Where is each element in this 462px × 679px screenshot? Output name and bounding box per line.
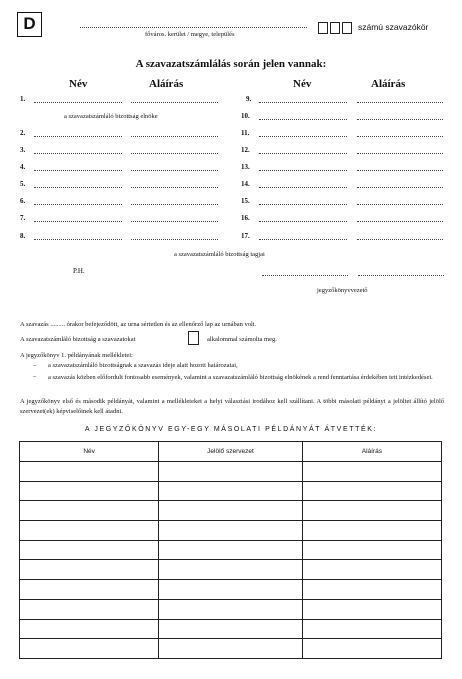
annex-item-2: a szavazás közben előfordult fontosabb események, valamint a szavazatszámláló bizottság elnökének a rend fenntartása érdekében tett intézkedései. (48, 374, 433, 381)
signature-cell[interactable] (302, 560, 441, 580)
right-signature-field[interactable] (357, 204, 443, 205)
left-row-number: 3. (20, 146, 26, 154)
table-row (20, 501, 442, 521)
left-signature-field[interactable] (131, 102, 218, 103)
left-row-number: 7. (20, 214, 26, 222)
name-cell[interactable] (20, 462, 159, 482)
clerk-caption: jegyzőkönyvvezető (317, 287, 368, 294)
location-field[interactable] (80, 27, 307, 28)
copies-table (19, 441, 442, 659)
left-row-number: 5. (20, 180, 26, 188)
right-signature-field[interactable] (357, 239, 443, 240)
signature-cell[interactable] (302, 619, 441, 639)
signature-cell[interactable] (302, 462, 441, 482)
left-name-field[interactable] (34, 221, 122, 222)
right-signature-field[interactable] (357, 221, 443, 222)
name-cell[interactable] (20, 560, 159, 580)
name-cell[interactable] (20, 501, 159, 521)
table-row (20, 481, 442, 501)
counted-text-prefix: A szavazatszámláló bizottság a szavazatokat (20, 336, 136, 343)
right-signature-field[interactable] (357, 119, 443, 120)
right-name-field[interactable] (259, 102, 347, 103)
table-row (20, 639, 442, 659)
right-row-number: 14. (241, 180, 250, 188)
organization-cell[interactable] (159, 639, 302, 659)
district-caption: számú szavazókör (358, 22, 429, 32)
column-header-signature: Aláírás (302, 442, 441, 462)
district-digit-box-2[interactable] (330, 22, 340, 34)
table-row (20, 580, 442, 600)
left-signature-field[interactable] (131, 204, 218, 205)
annex-item-1: a szavazatszámláló bizottságnak a szavazás ideje alatt hozott határozatai, (48, 362, 238, 369)
count-times-box[interactable] (188, 331, 199, 345)
left-signature-field[interactable] (131, 136, 218, 137)
right-row-number: 16. (241, 214, 250, 222)
organization-cell[interactable] (159, 481, 302, 501)
left-name-field[interactable] (34, 102, 122, 103)
name-cell[interactable] (20, 540, 159, 560)
name-cell[interactable] (20, 521, 159, 541)
right-row-number: 15. (241, 197, 250, 205)
district-digit-box-1[interactable] (318, 22, 328, 34)
organization-cell[interactable] (159, 599, 302, 619)
right-signature-field[interactable] (357, 170, 443, 171)
table-row (20, 521, 442, 541)
name-cell[interactable] (20, 639, 159, 659)
signature-cell[interactable] (302, 521, 441, 541)
signature-cell[interactable] (302, 481, 441, 501)
left-signature-field[interactable] (131, 187, 218, 188)
table-row (20, 619, 442, 639)
district-digit-box-3[interactable] (342, 22, 352, 34)
left-signature-field[interactable] (131, 153, 218, 154)
signature-cell[interactable] (302, 580, 441, 600)
left-name-field[interactable] (34, 239, 122, 240)
name-cell[interactable] (20, 580, 159, 600)
right-row-number: 12. (241, 146, 250, 154)
signature-cell[interactable] (302, 599, 441, 619)
right-name-field[interactable] (259, 153, 347, 154)
copies-title: A JEGYZŐKÖNYV EGY-EGY MÁSOLATI PÉLDÁNYÁT ÁTVETTÉK: (84, 426, 378, 433)
organization-cell[interactable] (159, 580, 302, 600)
stamp-place: P.H. (73, 267, 85, 275)
chair-caption: a szavazatszámláló bizottság elnöke (64, 113, 158, 120)
organization-cell[interactable] (159, 462, 302, 482)
name-cell[interactable] (20, 619, 159, 639)
left-row-number: 8. (20, 232, 26, 240)
right-name-field[interactable] (259, 136, 347, 137)
annex-title: A jegyzőkönyv 1. példányának mellékletei: (20, 352, 133, 359)
table-row (20, 462, 442, 482)
voting-ended-text: A szavazás ......... órakor befejeződött, az urna sértetlen és az ellenőrző lap az urnában volt. (20, 321, 257, 328)
right-name-field[interactable] (259, 221, 347, 222)
left-signature-header: Aláírás (149, 78, 184, 90)
signature-cell[interactable] (302, 501, 441, 521)
clerk-signature-field[interactable] (358, 275, 444, 276)
signature-cell[interactable] (302, 639, 441, 659)
copies-table-header-row (20, 442, 442, 462)
right-signature-field[interactable] (357, 136, 443, 137)
counted-text-suffix: alkalommal számolta meg. (207, 336, 277, 343)
right-name-field[interactable] (259, 239, 347, 240)
organization-cell[interactable] (159, 619, 302, 639)
transport-text: A jegyzőkönyv első és második példányát, valamint a mellékleteket a helyi választási irodához kell szállítani. A többi másolati példányt a jelöltet állító jelölő szervezet(ek) képviselőinek kell átadni. (20, 398, 444, 415)
right-row-number: 17. (241, 232, 250, 240)
copies-table-body (20, 462, 442, 659)
right-signature-field[interactable] (357, 187, 443, 188)
right-name-field[interactable] (259, 170, 347, 171)
left-name-field[interactable] (34, 170, 122, 171)
left-row-number: 6. (20, 197, 26, 205)
clerk-name-field[interactable] (262, 275, 348, 276)
left-row-number: 4. (20, 163, 26, 171)
organization-cell[interactable] (159, 540, 302, 560)
right-signature-field[interactable] (357, 102, 443, 103)
right-name-field[interactable] (259, 119, 347, 120)
left-name-header: Név (69, 78, 88, 90)
column-header-name: Név (20, 442, 159, 462)
form-letter: D (23, 14, 36, 33)
left-name-field[interactable] (34, 136, 122, 137)
annex-dash: – (33, 362, 37, 369)
table-row (20, 560, 442, 580)
table-row (20, 540, 442, 560)
left-name-field[interactable] (34, 204, 122, 205)
left-row-number: 2. (20, 129, 26, 137)
name-cell[interactable] (20, 481, 159, 501)
name-cell[interactable] (20, 599, 159, 619)
signature-cell[interactable] (302, 540, 441, 560)
column-header-organization: Jelölő szervezet (159, 442, 302, 462)
page-title: A szavazatszámlálás során jelen vannak: (135, 58, 327, 70)
organization-cell[interactable] (159, 501, 302, 521)
right-row-number: 9. (246, 95, 252, 103)
right-row-number: 10. (241, 112, 250, 120)
table-row (20, 599, 442, 619)
organization-cell[interactable] (159, 521, 302, 541)
right-signature-field[interactable] (357, 153, 443, 154)
right-name-field[interactable] (259, 187, 347, 188)
members-caption: a szavazatszámláló bizottság tagjai (174, 251, 265, 258)
right-name-header: Név (293, 78, 312, 90)
right-name-field[interactable] (259, 204, 347, 205)
right-signature-header: Aláírás (371, 78, 406, 90)
left-signature-field[interactable] (131, 239, 218, 240)
annex-dash: – (33, 373, 37, 380)
location-caption: főváros. kerület / megye, település (145, 31, 235, 38)
left-signature-field[interactable] (131, 221, 218, 222)
left-row-number: 1. (20, 95, 26, 103)
left-signature-field[interactable] (131, 170, 218, 171)
right-row-number: 11. (241, 129, 250, 137)
left-name-field[interactable] (34, 187, 122, 188)
organization-cell[interactable] (159, 560, 302, 580)
left-name-field[interactable] (34, 153, 122, 154)
form-letter-box (17, 12, 42, 37)
right-row-number: 13. (241, 163, 250, 171)
